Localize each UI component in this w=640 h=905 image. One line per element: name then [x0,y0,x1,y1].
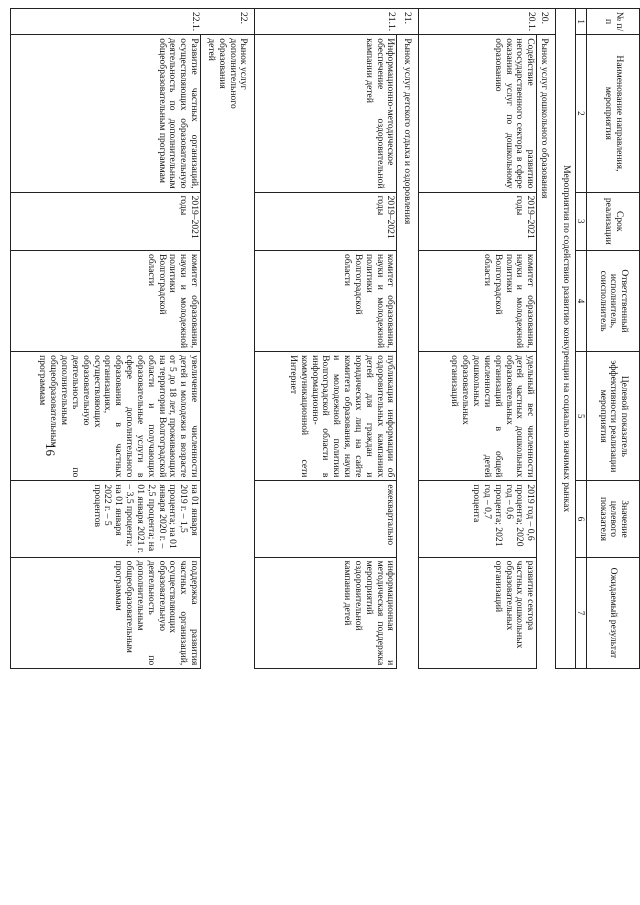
expected-result: поддержка развития частных организаций, осуществляющих образовательную деятельность по дополнительным общеобразовательным программам [11,557,201,669]
indicator: удельный вес численности детей частных дошкольных образовательных организаций в общей численности детей дошкольных образовательных организаций [419,352,537,481]
col-num-7: 7 [575,557,586,669]
table-row [419,9,537,669]
table-row [11,9,201,669]
col-num-6: 6 [575,481,586,557]
col-num-3: 3 [575,192,586,250]
header-responsible: Ответственный исполнитель, соисполнитель [587,250,640,351]
expected-result: информационная и методическая поддержка мероприятий оздоровительной кампании детей [255,557,397,669]
column-number-row [575,9,586,669]
header-name: Наименование направления, мероприятия [587,35,640,192]
indicator-value: ежеквартально [255,481,397,557]
responsible: комитет образования, науки и молодежной политики Волгоградской области [419,250,537,351]
market-title: Рынок услуг дополнительного образования детей [205,38,250,109]
table-row [537,9,556,669]
measure-name: Информационно-методическое обеспечение оздоровительной кампании детей [255,35,397,192]
col-num-2: 2 [575,35,586,192]
measure-name: Развитие частных организаций, осуществляющих образовательную деятельность по дополнительным общеобразовательным программам [11,35,201,192]
section-row [556,9,576,669]
indicator-value: 2019 год – 0,6 процента; 2020 год – 0,6 процента; 2021 год – 0,7 процента [419,481,537,557]
measures-table [10,8,640,669]
page-number: 16 [43,443,58,456]
header-value: Значение целевого показателя [587,481,640,557]
market-title: Рынок услуг дошкольного образования [539,38,551,199]
term: 2019–2021 годы [11,192,201,250]
row-number: 20. [537,9,556,35]
row-number: 22.1. [11,9,201,35]
table-row [255,9,397,669]
indicator-value: на 01 января 2019 г. – 1,5 процента; на 01 января 2020 г. – 2,5 процента; на 01 января 2021 г. – 3,5 процента; на 01 января 2022 г. – 5 процентов [11,481,201,557]
market-title: Рынок услуг детского отдыха и оздоровления [402,38,414,225]
term: 2019–2021 годы [255,192,397,250]
table-row [201,9,255,669]
responsible: комитет образования, науки и молодежной политики Волгоградской области [11,250,201,351]
indicator: публикация информации об оздоровительных кампаниях детей для граждан и юридических лиц на сайте комитета образования, науки и молодежной политики Волгоградской области в информационно-коммуникационной сети Интернет [255,352,397,481]
table-row [397,9,419,669]
col-num-5: 5 [575,352,586,481]
row-number: 21. [397,9,419,35]
expected-result: развитие сектора частных дошкольных образовательных организаций [419,557,537,669]
header-indicator: Целевой показатель эффективности реализации мероприятия [587,352,640,481]
header-row [587,9,640,669]
section-title: Мероприятия по содействию развитию конкуренции на социально значимых рынках [556,9,576,669]
row-number: 20.1. [419,9,537,35]
responsible: комитет образования, науки и молодежной политики Волгоградской области [255,250,397,351]
row-number: 22. [201,9,255,35]
row-number: 21.1. [255,9,397,35]
term: 2019–2021 годы [419,192,537,250]
col-num-1: 1 [575,9,586,35]
header-number: № п/п [587,9,640,35]
col-num-4: 4 [575,250,586,351]
header-result: Ожидаемый результат [587,557,640,669]
indicator: увеличение численности детей и молодежи в возрасте от 5 до 18 лет, проживающих на территории Волгоградской области и получающих образовательные услуги в сфере дополнительного образования в частных организациях, осуществляющих образовательную деятельность по дополнительным общеобразовательным программам [11,352,201,481]
header-term: Срок реализации [587,192,640,250]
measure-name: Содействие развитию негосударственного сектора в сфере оказания услуг по дошкольному образованию [419,35,537,192]
